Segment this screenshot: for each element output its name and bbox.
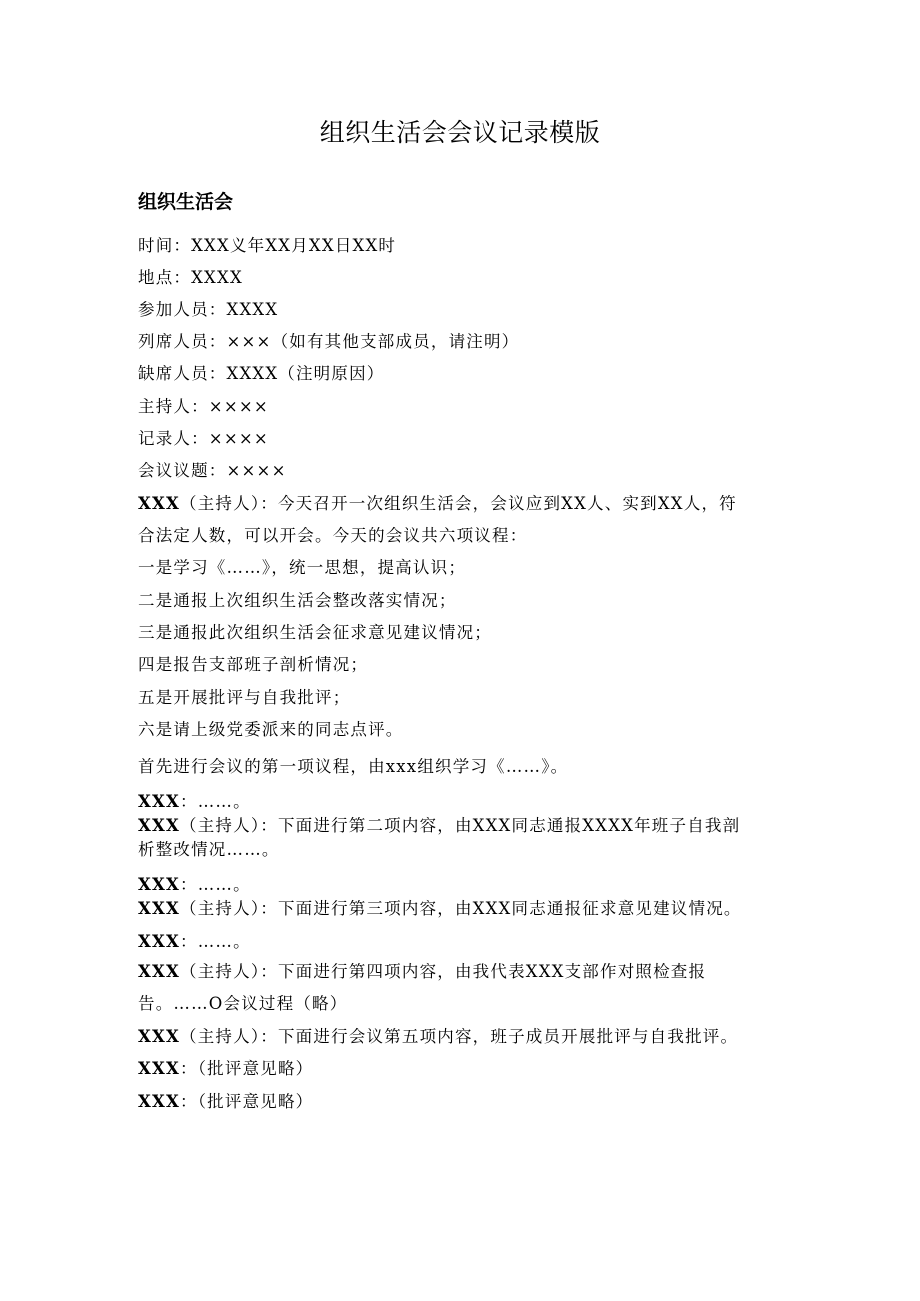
record-line-text: 析整改情况……。 bbox=[138, 840, 280, 859]
record-line bbox=[138, 266, 788, 290]
record-line bbox=[138, 873, 788, 897]
record-line bbox=[138, 621, 788, 645]
record-line-text: 首先进行会议的第一项议程，由xxx组织学习《……》。 bbox=[138, 757, 569, 776]
record-line-text: （主持人）：下面进行会议第五项内容，班子成员开展批评与自我批评。 bbox=[180, 1027, 739, 1046]
record-line-text: 六是请上级党委派来的同志点评。 bbox=[138, 720, 404, 739]
record-line bbox=[138, 556, 788, 580]
record-line bbox=[138, 492, 788, 516]
record-line-text: 五是开展批评与自我批评； bbox=[138, 688, 351, 707]
record-line-text: 一是学习《……》，统一思想，提高认识； bbox=[138, 558, 467, 577]
record-line-text: 缺席人员：XXXX（注明原因） bbox=[138, 364, 385, 383]
speaker-label: XXX bbox=[138, 1059, 181, 1078]
speaker-label: XXX bbox=[138, 962, 181, 981]
record-line bbox=[138, 524, 788, 548]
record-line-text: ：（批评意见略） bbox=[180, 1092, 314, 1111]
record-line bbox=[138, 234, 788, 258]
record-line bbox=[138, 897, 788, 921]
record-line bbox=[138, 718, 788, 742]
record-line bbox=[138, 790, 788, 814]
record-line bbox=[138, 686, 788, 710]
record-line-text: 会议议题：×××× bbox=[138, 461, 287, 480]
record-line bbox=[138, 838, 788, 862]
record-line bbox=[138, 1025, 788, 1049]
record-line bbox=[138, 298, 788, 322]
speaker-label: XXX bbox=[138, 816, 181, 835]
speaker-label: XXX bbox=[138, 1027, 181, 1046]
record-line bbox=[138, 362, 788, 386]
record-line-text: 参加人员：XXXX bbox=[138, 300, 279, 319]
speaker-label: XXX bbox=[138, 792, 181, 811]
speaker-label: XXX bbox=[138, 494, 181, 513]
record-line-text: （主持人）：下面进行第二项内容，由XXX同志通报XXXX年班子自我剖 bbox=[180, 816, 741, 835]
speaker-label: XXX bbox=[138, 875, 181, 894]
record-line-text: 告。……O会议过程（略） bbox=[138, 994, 348, 1013]
record-line bbox=[138, 992, 788, 1016]
record-line-text: （主持人）：今天召开一次组织生活会，会议应到XX人、实到XX人，符 bbox=[180, 494, 737, 513]
record-line-text: 四是报告支部班子剖析情况； bbox=[138, 655, 369, 674]
record-line-text: ：（批评意见略） bbox=[180, 1059, 314, 1078]
record-line-text: 地点：XXXX bbox=[138, 268, 243, 287]
speaker-label: XXX bbox=[138, 932, 181, 951]
record-line-text: 记录人：×××× bbox=[138, 429, 269, 448]
speaker-label: XXX bbox=[138, 1092, 181, 1111]
record-line bbox=[138, 1090, 788, 1114]
record-line-text: 主持人：×××× bbox=[138, 397, 269, 416]
speaker-label: XXX bbox=[138, 899, 181, 918]
record-line-text: 三是通报此次组织生活会征求意见建议情况； bbox=[138, 623, 492, 642]
record-line-text: ：……。 bbox=[180, 875, 251, 894]
record-line bbox=[138, 1057, 788, 1081]
record-line bbox=[138, 814, 788, 838]
record-line bbox=[138, 653, 788, 677]
record-line bbox=[138, 395, 788, 419]
record-line bbox=[138, 330, 788, 354]
record-line-text: 合法定人数，可以开会。今天的会议共六项议程： bbox=[138, 526, 528, 545]
record-line-text: （主持人）：下面进行第三项内容，由XXX同志通报征求意见建议情况。 bbox=[180, 899, 742, 918]
page-title: 组织生活会会议记录模版 bbox=[319, 118, 601, 147]
record-line-text: 二是通报上次组织生活会整改落实情况； bbox=[138, 591, 457, 610]
record-line bbox=[138, 930, 788, 954]
record-line-text: ：……。 bbox=[180, 932, 251, 951]
record-line bbox=[138, 589, 788, 613]
record-line bbox=[138, 427, 788, 451]
record-line bbox=[138, 755, 788, 779]
record-line-text: （主持人）：下面进行第四项内容，由我代表XXX支部作对照检查报 bbox=[180, 962, 707, 981]
record-line-text: 列席人员：×××（如有其他支部成员，请注明） bbox=[138, 332, 520, 351]
record-line bbox=[138, 459, 788, 483]
section-heading: 组织生活会 bbox=[138, 191, 234, 213]
record-line-text: ：……。 bbox=[180, 792, 251, 811]
record-line bbox=[138, 960, 788, 984]
record-line-text: 时间：XXX义年XX月XX日XX时 bbox=[138, 236, 397, 255]
